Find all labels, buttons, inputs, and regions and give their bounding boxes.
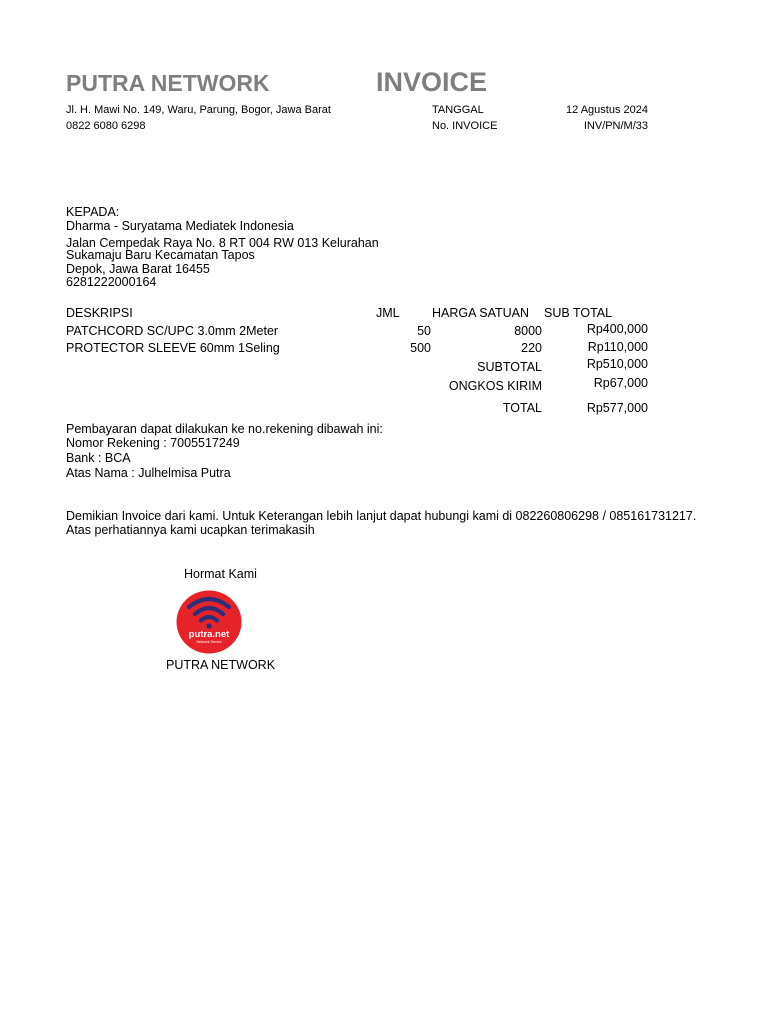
date-value: 12 Agustus 2024 [566,104,648,116]
row-description: PATCHCORD SC/UPC 3.0mm 2Meter [66,324,279,338]
recipient-address-line1: Jalan Cempedak Raya No. 8 RT 004 RW 013 Kelurahan [66,236,379,250]
company-name: PUTRA NETWORK [66,70,270,96]
subtotal-value: Rp510,000 [586,357,648,371]
account-holder: Atas Nama : Julhelmisa Putra [66,466,231,480]
row-description: PROTECTOR SLEEVE 60mm 1Seling [66,341,280,355]
shipping-value: Rp67,000 [593,376,648,390]
date-label: TANGGAL [432,104,484,116]
column-header-qty: JML [376,306,400,320]
shipping-label: ONGKOS KIRIM [448,379,542,393]
logo-subtext: Network Device [196,640,222,644]
recipient-phone: 6281222000164 [66,275,157,289]
recipient-label: KEPADA: [66,205,120,219]
company-logo-icon [176,590,242,654]
company-phone: 0822 6080 6298 [66,120,146,132]
signature-greeting: Hormat Kami [184,567,257,581]
signature-name: PUTRA NETWORK [166,658,276,672]
wifi-dot [206,623,211,628]
column-header-description: DESKRIPSI [66,306,133,320]
row-unit-price: 220 [521,341,542,355]
total-label: TOTAL [502,401,542,415]
payment-instruction: Pembayaran dapat dilakukan ke no.rekening dibawah ini: [66,422,383,436]
account-number: Nomor Rekening : 7005517249 [66,436,240,450]
subtotal-label: SUBTOTAL [477,360,542,374]
closing-thanks: Atas perhatiannya kami ucapkan terimakasih [66,523,315,537]
row-subtotal: Rp110,000 [587,340,648,354]
column-header-subtotal: SUB TOTAL [544,306,613,320]
bank-name: Bank : BCA [66,451,131,465]
logo-text: putra.net [188,629,230,640]
row-qty: 500 [410,341,431,355]
invoice-number-label: No. INVOICE [432,120,498,132]
row-subtotal: Rp400,000 [586,322,648,336]
recipient-address-line2: Sukamaju Baru Kecamatan Tapos [66,248,255,262]
total-value: Rp577,000 [586,401,648,415]
invoice-number-value: INV/PN/M/33 [583,120,648,132]
row-qty: 50 [417,324,431,338]
recipient-address-line3: Depok, Jawa Barat 16455 [66,262,210,276]
row-unit-price: 8000 [514,324,542,338]
recipient-name: Dharma - Suryatama Mediatek Indonesia [66,219,294,233]
column-header-unit-price: HARGA SATUAN [432,306,530,320]
company-address: Jl. H. Mawi No. 149, Waru, Parung, Bogor, Jawa Barat [66,104,331,116]
invoice-title: INVOICE [376,67,488,97]
closing-note: Demikian Invoice dari kami. Untuk Keterangan lebih lanjut dapat hubungi kami di 082260806298 / 085161731217. [66,509,697,523]
